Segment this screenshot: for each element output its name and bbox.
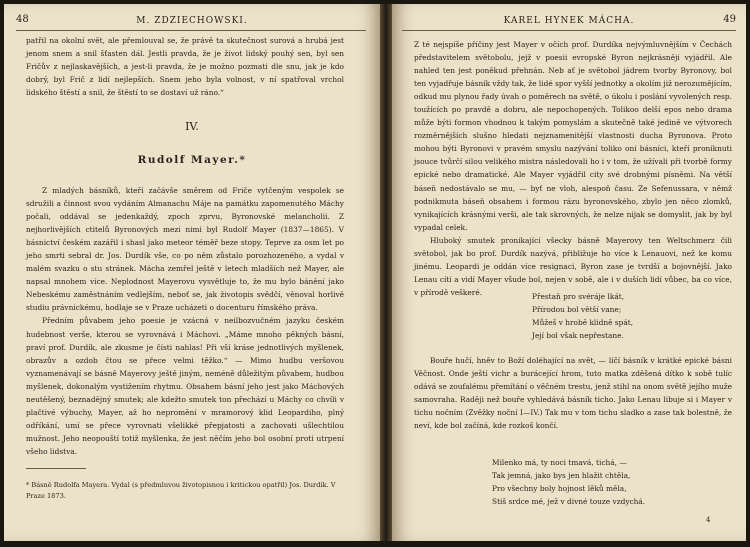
poem-stanza-1 bbox=[532, 290, 633, 342]
section-number: IV. bbox=[185, 120, 199, 133]
page-number-left: 48 bbox=[16, 14, 29, 25]
body-text-left bbox=[26, 184, 344, 458]
poem-line: Tak jemná, jako bys jen hlažit chtěla, bbox=[492, 471, 631, 480]
paragraph-2: Hluboký smutek pronikající všecky básně Mayerovy ten Weltschmerz čili světobol, jak bo prof. Durdík nazývá, přibližuje ho více k Lenauovi, než ke komu jinému. Leopardi je oddán více resignaci, Byron zase je tvrdší a bojovnější. Jako Lenau cítí a vidí Mayer všude bol, nejen v sobě, ale i v duších lidí vůbec, ba co více, v přírodě veškeré. bbox=[414, 235, 732, 297]
poem-line: Stiš srdce mé, jež v divné touze vzdychá. bbox=[492, 497, 646, 506]
body-text-right bbox=[414, 38, 732, 299]
paragraph-1: Z mladých básníků, kteří začávše směrem od Friče vytčeným vespolek se sdružili a činnost svou vydáním Almanachu Máje na památku zapomenutého Máchy počali, oddával se jedenkaždý, zpoch zprvu, Byronovské melancholii. Z nejhorlivějších ctitelů Byronových mezi nimi byl Rudolf Mayer (1837—1865). V básnictví českém zazářil i shasl jako meteor téměř beze stopy. Teprve za osm let po jeho smrti sebral dr. Jos. Durdík vše, co po něm zůstalo porozhozeného, a vydal v malém svazku o stu stránek. Mácha zemřel ještě v letech mladších než Mayer, ale napsal mnohem více. Neplodnost Mayerovu vysvětluje to, že mu bylo bánění jako Nebeskému zaměstnáním vedlejším, neboť se, jak životopis svědčí, věnoval horlivě studiu právnickému, hodlaje se v Praze ucházeti o docenturu římského práva. bbox=[26, 186, 344, 313]
body-text-right-2 bbox=[414, 354, 732, 432]
poem-line: Její bol však nepřestane. bbox=[532, 331, 624, 340]
footnote-rule bbox=[26, 468, 86, 469]
poem-line: Pro všechny boly hojnost lěků měla, bbox=[492, 484, 627, 493]
poem-line: Můžeš v hrobě klidně spát, bbox=[532, 318, 634, 327]
running-header-left: M. ZDZIECHOWSKI. bbox=[136, 16, 248, 26]
paragraph-3: Bouře hučí, hněv to Boží doléhající na svět, — líčí básník v krátké epické básni Věčnost. Onde ještí vichr a burácející hrom, tuto matka zděšená dítko k sobě tulíc odává se zoufalému přemítání o věčném trestu, jenž stihl na onom světě jejího muže samovraha. Raději než bouře vyhledává básník ticho. Jako Lenau libuje si i Mayer v tichu nočním (Zvěžky noční I—IV.) Tak mu v tom tichu sladko a zase tak bolestně, že neví, kde bol začíná, kde rozkoš končí. bbox=[414, 356, 732, 431]
right-page bbox=[392, 4, 746, 541]
section-title: Rudolf Mayer.* bbox=[137, 154, 247, 166]
poem-line: Přestaň pro svéráje lkát, bbox=[532, 292, 625, 301]
page-number-right: 49 bbox=[723, 14, 736, 25]
paragraph-1: Z té nejspíše příčiny jest Mayer v očích prof. Durdíka nejvýmluvnějším v Čechách představitelem světobolu, jejž v poesii evropské Byron nejkrásněji vyjádřil. Ale nahled ten jest poněkud přehnán. Neb ať je světobol jádrem tvorby Byronovy, bol ten vyjadřuje básník vždy tak, že lidé spor vyšší jednotky a okolím již nerozumějícím, odkud mu plynou řady úvah o poměrech na světě, o úkolu i poslání vyvolených resp. toužících po pravdě a dobru, ale nepochopených. Tolikoo delší epos nebo drama může býti formon vhodnou k takým pomyslám a skutečně také jedině ve výtvorech rozměrnějších slušno hledati nejznamenitější vlastnosti ducha Byronova. Proto mohou býti Byronovi v pravém smyslu nazývání toliko oni básníci, kteří proniknuti jsouce tvůrčí silou velikého mistra následovali ho i v tom, že užívali při tvorbě formy epické nebo dramatické. Ale Mayer vyjádřil city své drobnými písněmi. Na větší báseň nedostávalo se mu, — byť ne vloh, alespoň času. Ze Sefenussara, v němž podnikmuta báseň obsahem i formou rázu byronovského, zbylo jen něco zlomků, vynikajících krásnými verši, ale tak skrovných, že nelze nijak se domyslit, jak by byl vypadal celek. bbox=[414, 40, 732, 232]
header-rule-right bbox=[402, 30, 736, 31]
left-page bbox=[4, 4, 380, 541]
poem-stanza-2 bbox=[492, 456, 645, 508]
book-gutter bbox=[380, 4, 392, 541]
paragraph-2: Předním půvabem jeho poesie je vzácná v neilbozvučném jazyku českém hudebnost verše, kterou se vyrovnává i Máchovi. „Máme mnoho pěkných básní, praví prof. Durdík, ale zkusme je čísti nahlas! Při vší kráse jednotlivých myšlenek, obrazův a ozdob čtou se přece velmi těžko.“ — Mimo hudbu veršovou vyznamenávají se básně Mayerovy ještě jiným, neméně důležitým půvabem, hudbou myšlenek, dokonalým vystižením rhytmu. Obsahem básní jeho jest jako Máchových neutěšený, beznadějný smutek; ale kdežto smutek ton přechází u Máchy co chvíli v plačtivé výbuchy, Mayer, až ho nepromění v mramorový klid Leopardiho, plný odříkání, umí se přece vyrovnati všelikké přepjatosti a zachovati ušlechtilou mužnost. Jeho neopouští totiž myšlenka, že jest něčím jeho bol osobní proti utrpení všeho lidstva. bbox=[26, 316, 344, 456]
poem-line: Přírodou bol větší vane; bbox=[532, 305, 622, 314]
running-header-right: KAREL HYNEK MÁCHA. bbox=[503, 16, 635, 26]
poem-line: Milenko má, ty noci tmavá, tichá, — bbox=[492, 458, 627, 467]
signature-mark: 4 bbox=[706, 516, 711, 524]
header-rule-left bbox=[16, 30, 366, 31]
footnote: * Básně Rudolfa Mayera. Vydal (s předmluvou životopisnou i kritickou opatřil) Jos. Durdík. V Praze 1873. bbox=[26, 481, 336, 500]
top-paragraph: patřil na okolní svět, ale přemlouval se, že právě ta skutečnost surová a hrubá jest jenom snem a snil šťasten dál. Jestli pravda, že je život lidský pouhý sen, byl sen Fričův z nejlaskavějších, a jest-li pravda, že je možno pozmati dle snu, jak je kdo dobrý, byl Frič z lidí nejlepších. Snem jeho byla volnost, v ní spatřoval vrchol lidského štěstí a snil, že štěstí to se dostaví už ráno.“ bbox=[26, 36, 344, 98]
